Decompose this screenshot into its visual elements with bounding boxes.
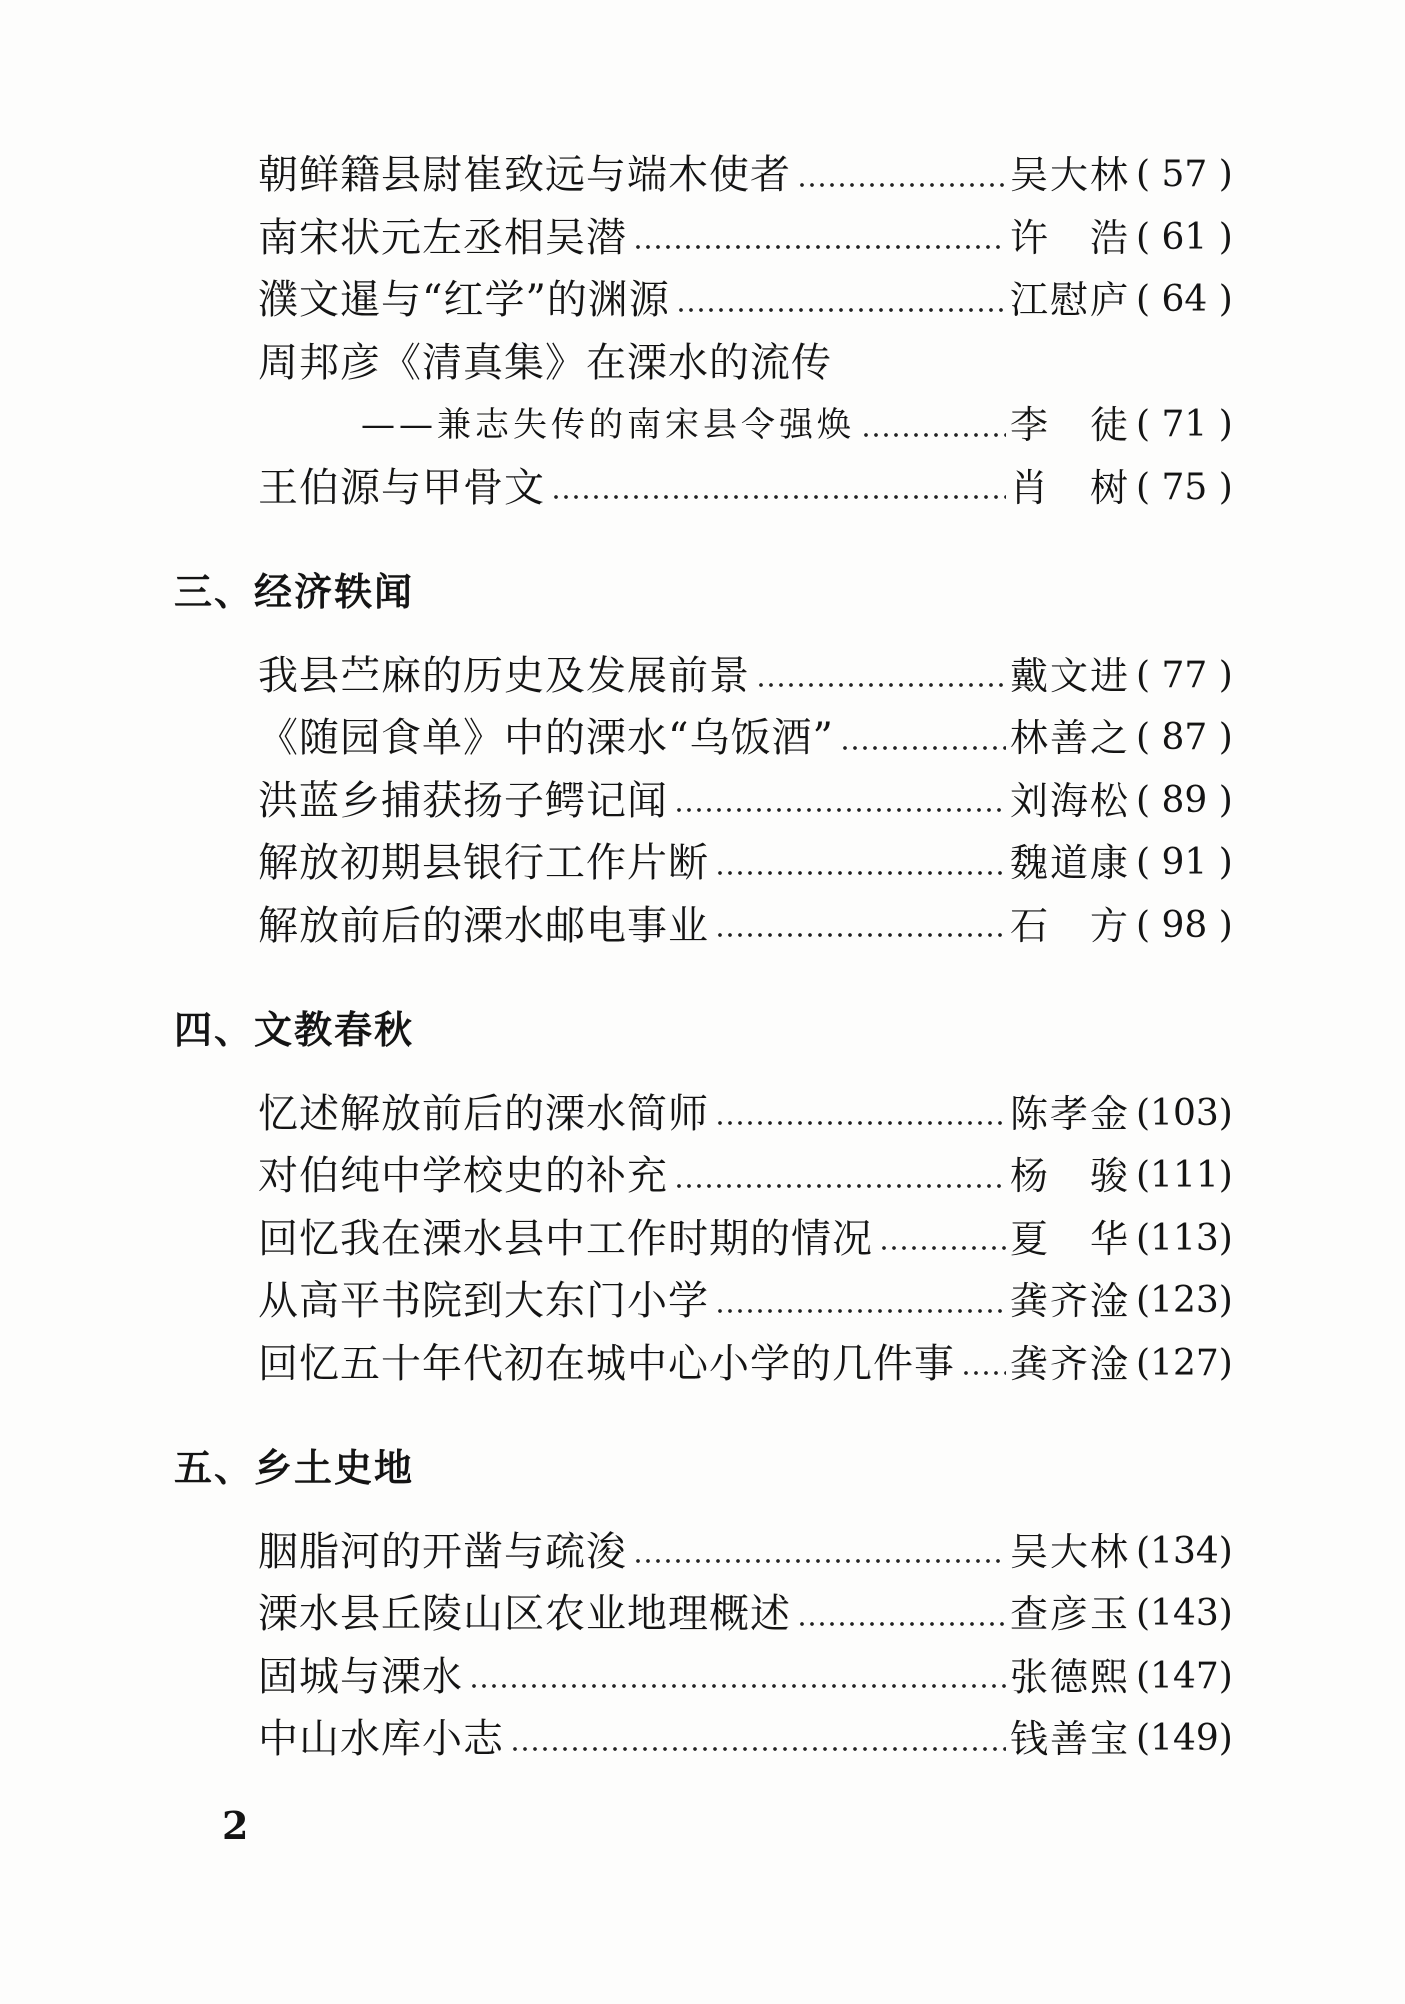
entry-page: ( 91 ): [1136, 842, 1233, 883]
entry-title: 《随园食单》中的溧水“乌饭酒”: [258, 715, 834, 761]
toc-entry: [258, 207, 1232, 270]
dot-leader: [674, 1145, 1006, 1208]
table-of-contents: [174, 144, 1233, 1771]
entry-subtitle: ——兼志失传的南宋县令强焕: [361, 405, 855, 445]
toc-entry: [258, 1708, 1232, 1771]
entry-author: 戴文进: [1010, 653, 1131, 698]
dot-leader: [510, 1708, 1006, 1771]
dot-leader: [715, 895, 1006, 958]
entry-author: 林善之: [1010, 716, 1131, 760]
entry-page: (123): [1136, 1280, 1233, 1321]
entry-page: ( 98 ): [1136, 904, 1233, 946]
entry-page: (113): [1136, 1217, 1233, 1259]
entry-title: 中山水库小志: [258, 1716, 504, 1762]
entry-author: 江慰庐: [1010, 278, 1131, 322]
toc-section-continued: [258, 144, 1232, 519]
dot-leader: [551, 457, 1006, 520]
toc-entry: [258, 707, 1232, 770]
toc-entry: [258, 269, 1232, 332]
toc-entry: [258, 1333, 1232, 1396]
entry-title: 从高平书院到大东门小学: [258, 1278, 709, 1324]
dot-leader: [840, 707, 1006, 770]
dot-leader: [469, 1646, 1006, 1709]
entry-author: 钱善宝: [1010, 1717, 1131, 1761]
toc-entry: [258, 1521, 1232, 1584]
entry-author: 刘海松: [1010, 778, 1131, 823]
entry-title: 解放初期县银行工作片断: [258, 840, 709, 886]
dot-leader: [797, 1583, 1006, 1646]
dot-leader: [676, 269, 1006, 332]
entry-author: 夏 华: [1010, 1216, 1131, 1261]
entry-page: (127): [1136, 1342, 1233, 1384]
entry-author: 石 方: [1010, 903, 1131, 948]
entry-title: 胭脂河的开凿与疏浚: [258, 1528, 627, 1575]
section-heading: 五、乡土史地: [174, 1446, 415, 1490]
entry-page: (103): [1136, 1092, 1233, 1134]
entry-author: 吴大林: [1010, 153, 1131, 197]
entry-page: ( 61 ): [1136, 216, 1233, 258]
entry-title: 回忆我在溧水县中工作时期的情况: [258, 1215, 873, 1262]
toc-entry: [258, 144, 1232, 207]
entry-page: ( 75 ): [1136, 466, 1233, 508]
page-number: 2: [222, 1803, 249, 1848]
entry-author: 魏道康: [1010, 841, 1131, 885]
toc-entry: [258, 895, 1232, 958]
entry-author: 龚齐淦: [1010, 1341, 1131, 1386]
toc-entry: [258, 1208, 1232, 1271]
entry-page: ( 71 ): [1136, 404, 1233, 445]
entry-author: 许 浩: [1010, 215, 1131, 260]
entry-author: 查彦玉: [1010, 1592, 1131, 1636]
toc-section-economy: [174, 561, 1233, 957]
section-heading: 三、经济轶闻: [174, 570, 415, 614]
dot-leader: [756, 645, 1006, 708]
entry-title: 王伯源与甲骨文: [258, 464, 545, 511]
toc-section-education: [174, 999, 1233, 1395]
toc-section-local-history: [174, 1437, 1233, 1771]
toc-entry: [258, 1083, 1232, 1146]
entry-author: 杨 骏: [1010, 1154, 1131, 1198]
toc-entry: [258, 1145, 1232, 1208]
entry-page: (149): [1136, 1718, 1233, 1759]
toc-entry: [258, 457, 1232, 520]
entry-author: 李 徒: [1010, 403, 1131, 447]
toc-entry: [258, 1646, 1232, 1709]
dot-leader: [861, 394, 1006, 457]
entry-page: (143): [1136, 1593, 1233, 1634]
dot-leader: [633, 1521, 1006, 1584]
entry-author: 肖 树: [1010, 465, 1131, 510]
dot-leader: [879, 1208, 1006, 1271]
section-heading: 四、文教春秋: [174, 1008, 415, 1052]
entry-page: (134): [1136, 1530, 1233, 1572]
dot-leader: [715, 832, 1006, 895]
entry-title: 周邦彦《清真集》在溧水的流传: [258, 339, 832, 386]
entry-page: ( 77 ): [1136, 654, 1233, 696]
toc-entry: [258, 1270, 1232, 1333]
toc-entry-subtitle: [258, 394, 1232, 457]
entry-title: 回忆五十年代初在城中心小学的几件事: [258, 1340, 955, 1387]
entry-title: 南宋状元左丞相吴潜: [258, 214, 627, 261]
dot-leader: [674, 770, 1006, 833]
entry-page: (111): [1136, 1155, 1233, 1196]
entry-title: 忆述解放前后的溧水简师: [258, 1090, 709, 1137]
entry-title: 解放前后的溧水邮电事业: [258, 902, 709, 949]
entry-author: 陈孝金: [1010, 1091, 1131, 1136]
toc-entry: [258, 1583, 1232, 1646]
toc-entry: [258, 832, 1232, 895]
dot-leader: [715, 1083, 1006, 1146]
toc-entry: [258, 770, 1232, 833]
entry-author: 龚齐淦: [1010, 1279, 1131, 1323]
entry-author: 吴大林: [1010, 1529, 1131, 1574]
toc-entry: [258, 645, 1232, 708]
toc-entry-title-only: [258, 332, 1232, 395]
entry-title: 我县苎麻的历史及发展前景: [258, 652, 750, 699]
entry-page: ( 57 ): [1136, 154, 1233, 195]
entry-title: 洪蓝乡捕获扬子鳄记闻: [258, 777, 668, 824]
entry-page: (147): [1136, 1655, 1233, 1697]
entry-author: 张德熙: [1010, 1654, 1131, 1699]
entry-page: ( 89 ): [1136, 779, 1233, 821]
entry-title: 濮文暹与“红学”的渊源: [258, 277, 670, 323]
entry-page: ( 64 ): [1136, 279, 1233, 320]
entry-page: ( 87 ): [1136, 717, 1233, 758]
dot-leader: [961, 1333, 1006, 1396]
entry-title: 固城与溧水: [258, 1653, 463, 1700]
entry-title: 朝鲜籍县尉崔致远与端木使者: [258, 152, 791, 198]
entry-title: 对伯纯中学校史的补充: [258, 1153, 668, 1199]
dot-leader: [633, 207, 1006, 270]
dot-leader: [715, 1270, 1006, 1333]
dot-leader: [797, 144, 1006, 207]
entry-title: 溧水县丘陵山区农业地理概述: [258, 1591, 791, 1637]
